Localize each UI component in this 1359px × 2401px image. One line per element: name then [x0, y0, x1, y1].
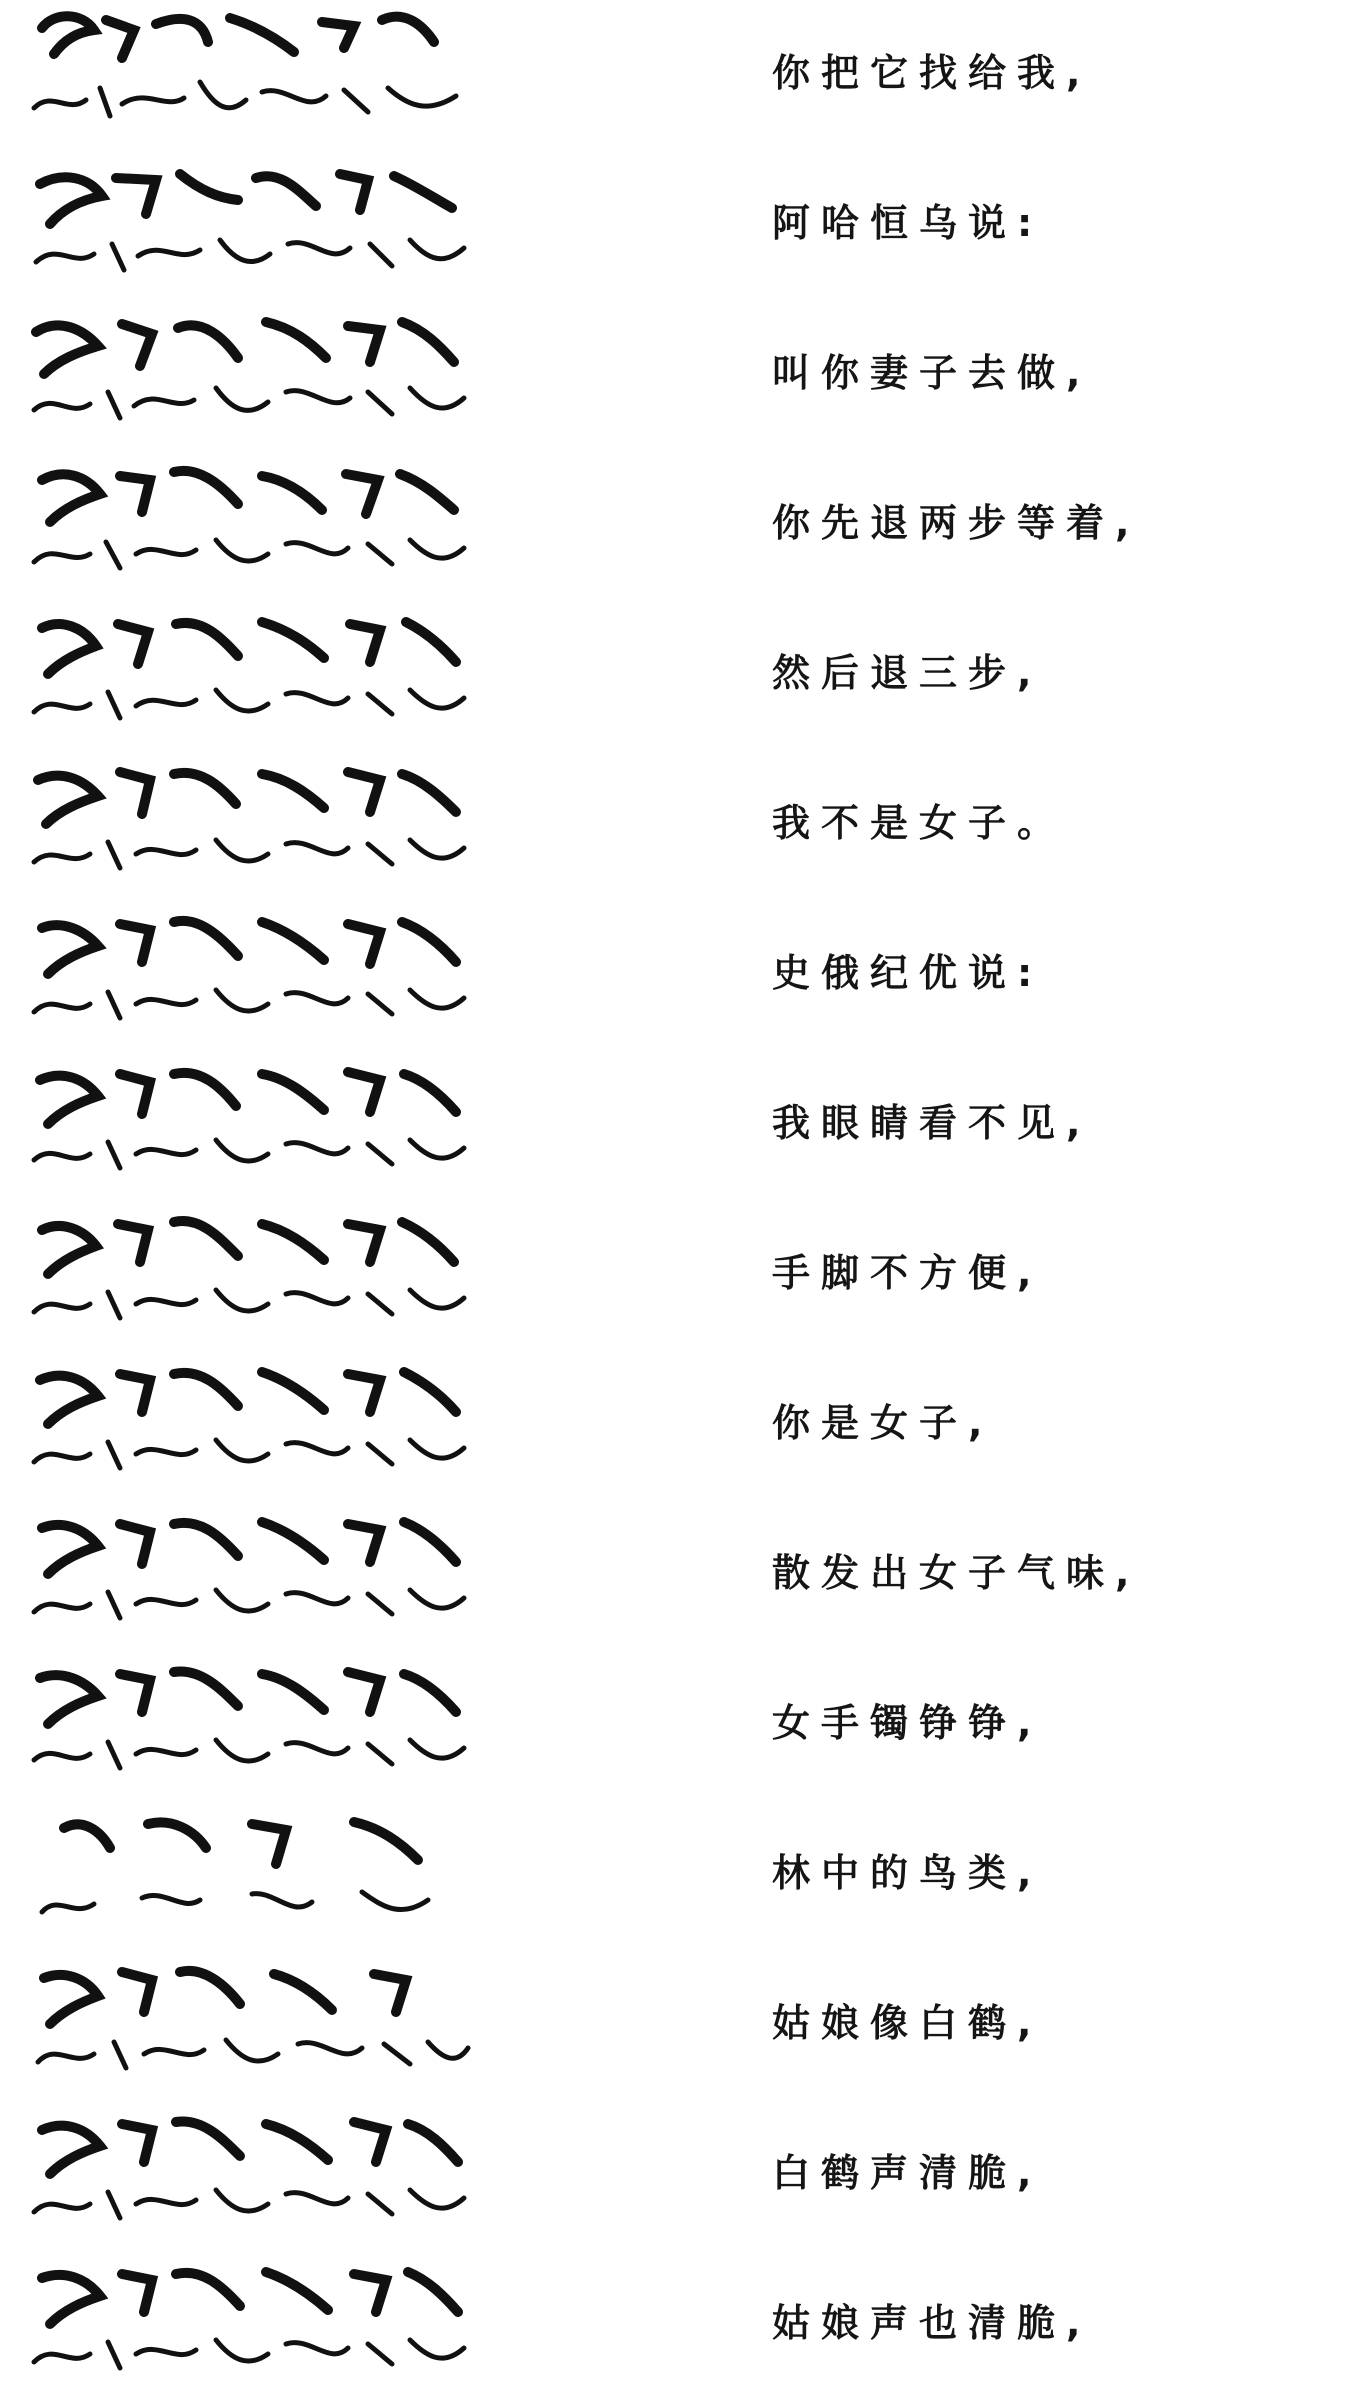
handwritten-script-image — [24, 1050, 474, 1195]
script-ink-drawing — [24, 900, 474, 1045]
text-line — [0, 900, 1359, 1050]
translation-text: 散发出女子气味, — [772, 1551, 1141, 1595]
handwritten-script-image — [24, 2250, 474, 2395]
translation-text: 姑娘像白鹤, — [772, 2001, 1043, 2045]
script-ink-drawing — [24, 1350, 474, 1495]
text-line — [0, 750, 1359, 900]
text-line — [0, 1350, 1359, 1500]
handwritten-script-image — [24, 1650, 474, 1795]
translation-text: 女手镯铮铮, — [772, 1701, 1043, 1745]
translation-text: 你是女子, — [772, 1401, 994, 1445]
script-ink-drawing — [24, 1050, 474, 1195]
script-ink-drawing — [24, 750, 474, 895]
text-line — [0, 1800, 1359, 1950]
script-ink-drawing — [24, 450, 474, 595]
handwritten-script-image — [24, 1500, 474, 1645]
handwritten-script-image — [24, 1200, 474, 1345]
script-ink-drawing — [24, 2100, 474, 2245]
translation-text: 你先退两步等着, — [772, 501, 1141, 545]
handwritten-script-image — [24, 150, 474, 295]
script-ink-drawing — [24, 600, 474, 745]
translation-text: 史俄纪优说: — [772, 951, 1044, 995]
translation-text: 阿哈恒乌说: — [772, 201, 1044, 245]
handwritten-script-image — [24, 1950, 474, 2095]
script-ink-drawing — [24, 2250, 474, 2395]
translation-text: 手脚不方便, — [772, 1251, 1043, 1295]
script-ink-drawing — [24, 150, 474, 295]
script-ink-drawing — [24, 1950, 474, 2095]
translation-text: 你把它找给我, — [772, 51, 1092, 95]
script-ink-drawing — [24, 1800, 474, 1945]
handwritten-script-image — [24, 600, 474, 745]
translation-text: 叫你妻子去做, — [772, 351, 1092, 395]
translation-text: 我眼睛看不见, — [772, 1101, 1092, 1145]
text-line — [0, 1050, 1359, 1200]
text-line — [0, 300, 1359, 450]
text-line — [0, 1200, 1359, 1350]
script-ink-drawing — [24, 300, 474, 445]
translation-text: 白鹤声清脆, — [772, 2151, 1043, 2195]
script-ink-drawing — [24, 1500, 474, 1645]
text-line — [0, 1950, 1359, 2100]
text-line — [0, 600, 1359, 750]
handwritten-script-image — [24, 1350, 474, 1495]
text-line — [0, 2250, 1359, 2400]
handwritten-script-image — [24, 1800, 474, 1945]
handwritten-script-image — [24, 300, 474, 445]
script-ink-drawing — [24, 1650, 474, 1795]
handwritten-script-image — [24, 2100, 474, 2245]
text-line — [0, 150, 1359, 300]
script-ink-drawing — [24, 1200, 474, 1345]
text-line — [0, 2100, 1359, 2250]
script-ink-drawing — [24, 0, 474, 145]
translation-text: 林中的鸟类, — [772, 1851, 1043, 1895]
text-line — [0, 0, 1359, 150]
handwritten-script-image — [24, 0, 474, 145]
text-line — [0, 450, 1359, 600]
text-line — [0, 1500, 1359, 1650]
translation-text: 然后退三步, — [772, 651, 1043, 695]
handwritten-script-image — [24, 750, 474, 895]
translation-text: 姑娘声也清脆, — [772, 2301, 1092, 2345]
translation-text: 我不是女子。 — [772, 801, 1067, 845]
text-line — [0, 1650, 1359, 1800]
handwritten-script-image — [24, 900, 474, 1045]
handwritten-script-image — [24, 450, 474, 595]
